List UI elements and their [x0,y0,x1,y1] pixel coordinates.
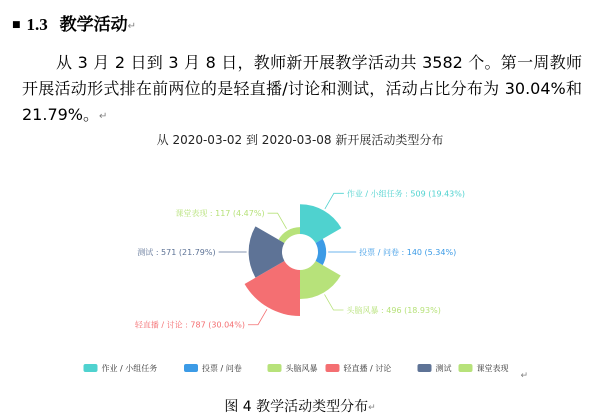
legend-label: 头脑风暴 [285,364,318,373]
slice-label: 投票 / 问卷 : 140 (5.34%) [359,248,457,257]
section-title: 教学活动 [59,15,128,35]
body-paragraph [22,50,582,130]
chart-title: 从 2020-03-02 到 2020-03-08 新开展活动类型分布 [156,133,444,147]
legend-label: 投票 / 问卷 [202,364,242,373]
label-leader-line [324,294,343,310]
slice-label: 作业 / 小组任务 : 509 (19.43%) [346,189,466,199]
slice-label: 课堂表现 : 117 (4.47%) [175,209,265,219]
legend-swatch [84,364,98,372]
legend-label: 测试 [435,364,452,373]
legend-label: 课堂表现 [476,364,509,373]
section-heading [12,10,136,35]
legend-swatch [418,364,432,372]
slice-label: 头脑风暴 : 496 (18.93%) [346,306,441,316]
label-leader-line [248,309,267,325]
paragraph-mark-icon: ↵ [127,21,136,32]
rose-slice [278,227,300,243]
legend-swatch [326,364,340,372]
label-leader-line [268,213,287,229]
rose-chart [0,140,600,390]
paragraph-mark-icon: ↵ [368,403,376,413]
section-number: 1.3 [26,15,48,34]
rose-slice [316,239,327,265]
figure-caption [0,396,600,416]
slice-label: 测试 : 571 (21.79%) [137,248,216,257]
slice-label: 轻直播 / 讨论 : 787 (30.04%) [134,320,245,330]
label-leader-line [325,193,344,209]
rose-slice [300,204,341,243]
heading-bullet: ■ [12,20,21,30]
legend-swatch [268,364,282,372]
legend-label: 作业 / 小组任务 [101,364,158,373]
rose-slice [300,261,341,299]
paragraph-mark-icon: ↵ [520,371,529,381]
legend-label: 轻直播 / 讨论 [343,364,392,373]
legend-swatch [184,364,198,372]
body-paragraph-text: 从 3 月 2 日到 3 月 8 日，教师新开展教学活动共 3582 个。第一周教师开展活动形式排在前两位的是轻直播/讨论和测试，活动占比分布为 30.04%和 21.79%。 [22,53,582,124]
legend-swatch [459,364,473,372]
figure-caption-text: 图 4 教学活动类型分布 [224,399,369,415]
paragraph-mark-icon: ↵ [99,111,108,122]
